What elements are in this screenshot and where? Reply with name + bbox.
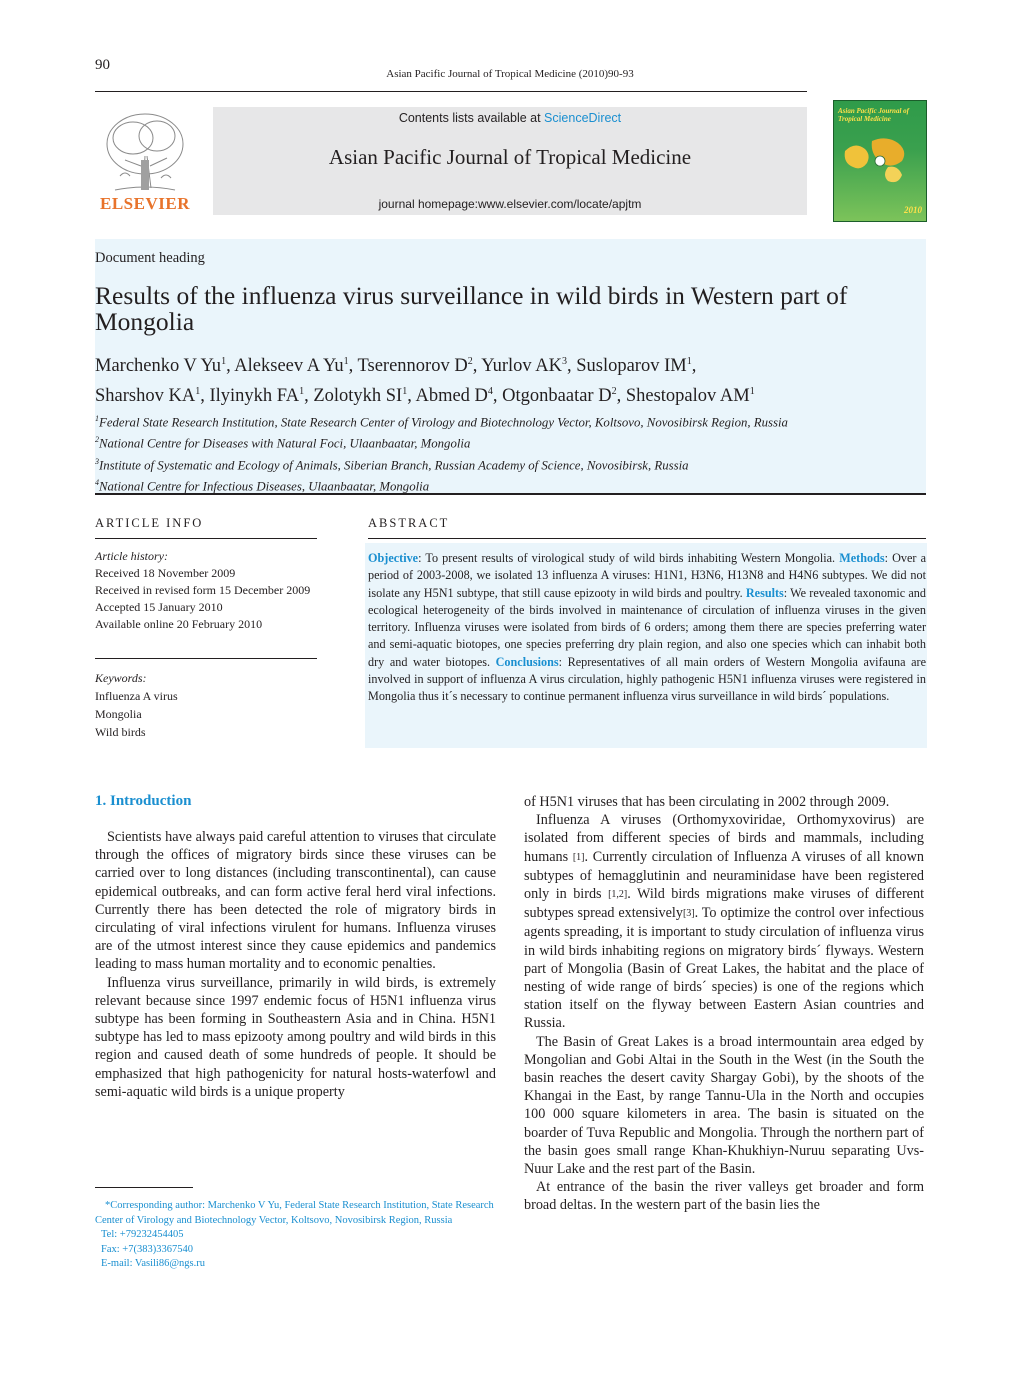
article-info-rule <box>95 538 317 539</box>
abstract-text <box>368 550 926 706</box>
affiliation-list <box>95 410 925 495</box>
sciencedirect-link[interactable]: ScienceDirect <box>544 111 622 125</box>
conclusions-label: Conclusions <box>495 654 559 669</box>
keywords-rule <box>95 658 317 659</box>
elsevier-wordmark: ELSEVIER <box>100 194 190 213</box>
methods-label: Methods <box>839 551 885 565</box>
body-column-left <box>95 828 496 1101</box>
header-rule <box>95 91 807 92</box>
intro-paragraph-continued: of H5N1 viruses that has been circulating in 2002 through 2009. <box>524 794 890 810</box>
contents-prefix: Contents lists available at <box>398 111 545 125</box>
history-online: Available online 20 February 2010 <box>95 617 263 631</box>
cover-world-map <box>840 131 920 191</box>
body-column-right <box>524 793 924 1215</box>
footnote-corresponding: *Corresponding author: Marchenko V Yu, Federal State Research Institution, State Research Center of Virology and Biotechnology Vector, Koltsovo, Novosibirsk Region, Russia <box>95 1200 494 1226</box>
intro-paragraph: The Basin of Great Lakes is a broad intermountain area edged by Mongolian and Gobi Altai in the South in the West (in the South the basin reaches the desert cavity Shargay Gobi), by the shoots of the Khangai in the East, by range Tannu-Ula in the North and occupies 100 000 square kilometers in area. The basin is situated on the boarder of Tuva Republic and Mongolia. Through the northern part of the basin goes small range Khan-Khukhiyn-Nuruu separating Uvs-Nuur Lake and the rest part of the Basin. <box>524 1033 924 1178</box>
affiliation-item <box>95 431 925 452</box>
author-separator: , <box>616 386 626 407</box>
author-name: Otgonbaatar D <box>502 386 612 407</box>
affiliation-text: Institute of Systematic and Ecology of Animals, Siberian Branch, Russian Academy of Science, Novosibirsk, Russia <box>99 457 689 472</box>
author-affiliation-mark: 4 <box>487 386 493 398</box>
methods-text: : Over a period of 2003-2008, we isolated 13 influenza A viruses: H1N1, H3N6, H13N8 and H4N6 subtypes. We did not isolate any H5N1 subtype, that still cause epizooty in wild birds and poultry. <box>368 551 926 600</box>
author-affiliation-mark: 1 <box>343 356 349 367</box>
results-text: : We revealed taxonomic and ecological heterogeneity of the birds involved in maintenance of circulation of influenza viruses in the given territory. Influenza viruses were isolated from birds of 6 orders; among them there are species preferring water and semi-aquatic biotopes, one species preferring dry plain region, and also one species which can inhabit both dry and water biotopes. <box>368 585 926 669</box>
paragraph-text: . Wild birds migrations make viruses of different subtypes spread extensively <box>524 886 925 922</box>
intro-paragraph <box>524 811 924 1032</box>
article-info-heading: ARTICLE INFO <box>95 516 204 530</box>
author-affiliation-mark: 1 <box>686 356 692 367</box>
cover-year: 2010 <box>904 205 922 215</box>
history-revised: Received in revised form 15 December 2009 <box>95 583 311 597</box>
contents-line <box>213 111 807 125</box>
intro-paragraph: Scientists have always paid careful attention to viruses that circulate through the offices of migratory birds since these viruses can be carried over to long distances (including transcontinental), can cause epidemical outbreaks, and can form active feral herd viral infections. Currently there has been detected the role of migratory birds in circulating of viral infections virulent for humans. Influenza viruses are of the utmost interest since they cause epidemics and pandemics leading to mass human mortality and to economic penalties. <box>95 829 496 973</box>
journal-cover-image <box>833 100 927 222</box>
page-number: 90 <box>95 57 110 73</box>
author-name: Ilyinykh FA <box>209 386 300 407</box>
affiliation-text: National Centre for Infectious Diseases, Ulaanbaatar, Mongolia <box>99 479 430 494</box>
corresponding-author-footnote <box>95 1199 497 1272</box>
author-separator: , <box>472 356 482 377</box>
author-name: Susloparov IM <box>576 356 687 377</box>
introduction-heading: 1. Introduction <box>95 793 192 809</box>
author-name: Alekseev A Yu <box>234 356 344 377</box>
objective-text: : To present results of virological study of wild birds inhabiting Western Mongolia. <box>418 551 836 565</box>
author-name: Yurlov AK <box>481 356 562 377</box>
author-name: Abmed D <box>415 386 488 407</box>
author-name: Zolotykh SI <box>313 386 403 407</box>
objective-label: Objective <box>368 551 419 565</box>
author-affiliation-mark: 1 <box>221 356 227 367</box>
author-separator: , <box>304 386 314 407</box>
abstract-rule <box>368 538 926 539</box>
history-title: Article history: <box>95 549 168 563</box>
running-head: Asian Pacific Journal of Tropical Medicine (2010)90-93 <box>386 68 634 80</box>
abstract-heading: ABSTRACT <box>368 516 450 530</box>
author-affiliation-mark: 2 <box>467 356 473 367</box>
affiliation-item <box>95 410 925 431</box>
intro-paragraph: Influenza virus surveillance, primarily in wild birds, is extremely relevant because since 1997 endemic focus of H5N1 influenza virus subtype has been forming in Southeastern Asia and in China. H5N1 subtype has led to mass epizooty among poultry and wild birds in this region and caused death of some hundreds of people. It should be emphasized that high pathogenicity for natural hosts-waterfowl and semi-aquatic wild birds is a unique property <box>95 974 496 1100</box>
keywords-title: Keywords: <box>95 671 147 685</box>
author-separator: , <box>566 356 577 377</box>
document-heading: Document heading <box>95 250 205 266</box>
keyword-item: Wild birds <box>95 725 146 739</box>
author-separator: , <box>200 386 210 407</box>
paragraph-text: . Currently circulation of Influenza A viruses of all known subtypes of hemagglutinin and neuraminidase have been registered only in birds <box>524 848 924 903</box>
affiliation-number: 1 <box>95 414 99 423</box>
author-affiliation-mark: 1 <box>299 386 305 398</box>
history-accepted: Accepted 15 January 2010 <box>95 600 223 614</box>
footnote-fax: Fax: +7(383)3367540 <box>101 1243 193 1255</box>
affiliation-number: 4 <box>95 477 99 487</box>
title-block-rule <box>95 493 926 495</box>
intro-paragraph: At entrance of the basin the river valleys get broader and form broad deltas. In the western part of the basin lies the <box>524 1179 924 1214</box>
article-title: Results of the influenza virus surveillance in wild birds in Western part of Mongolia <box>95 281 848 336</box>
keyword-item: Influenza A virus <box>95 689 178 703</box>
author-name: Shestopalov AM <box>625 386 750 407</box>
author-name: Sharshov KA <box>95 386 196 407</box>
citation-link[interactable]: [1,2] <box>608 889 628 901</box>
affiliation-number: 2 <box>95 435 99 445</box>
keywords <box>95 669 325 741</box>
author-separator: , <box>226 356 235 377</box>
article-history <box>95 548 325 633</box>
citation-link[interactable]: [3] <box>682 908 695 920</box>
author-affiliation-mark: 1 <box>749 386 755 398</box>
author-affiliation-mark: 1 <box>195 386 201 398</box>
author-name: Tserennorov D <box>357 356 468 377</box>
affiliation-number: 3 <box>95 456 99 466</box>
citation-link[interactable]: [1] <box>572 851 585 863</box>
author-separator: , <box>407 386 416 407</box>
keyword-item: Mongolia <box>95 707 142 721</box>
paragraph-text: . To optimize the control over infectious agents spreading, it is important to study circulation of influenza virus in wild birds inhabiting regions on migratory birds´ flyways. Western part of Mongolia (Basin of Great Lakes, the habitat and the place of nesting of wide range of birds´ species) is one of the regions which station itself on the flyway between Eastern Asian countries and Russia. <box>524 905 924 1032</box>
journal-homepage-link[interactable]: journal homepage:www.elsevier.com/locate/apjtm <box>378 197 642 211</box>
paragraph-text: Influenza A viruses (Orthomyxoviridae, Orthomyxovirus) are isolated from different species of birds and mammals, including humans <box>524 812 924 865</box>
author-name: Marchenko V Yu <box>95 356 222 377</box>
footnote-rule <box>95 1187 193 1188</box>
affiliation-text: National Centre for Diseases with Natural Foci, Ulaanbaatar, Mongolia <box>99 436 471 451</box>
conclusions-text: : Representatives of all main orders of Western Mongolia avifauna are involved in support of influenza A virus circulation, highly pathogenic H5N1 influenza viruses were registered in Mongolia thus it´s necessary to continue permanent influenza virus surveillance in wild birds´ populations. <box>368 654 926 704</box>
affiliation-item <box>95 453 925 474</box>
author-separator: , <box>492 386 503 407</box>
cover-title: Asian Pacific Journal of Tropical Medicine <box>838 107 909 123</box>
affiliation-item <box>95 474 925 495</box>
footnote-email[interactable]: E-mail: Vasili86@ngs.ru <box>101 1258 205 1269</box>
author-separator: , <box>348 356 358 377</box>
author-list <box>95 349 925 409</box>
footnote-tel: Tel: +79232454405 <box>101 1229 184 1240</box>
author-affiliation-mark: 1 <box>402 386 408 398</box>
results-label: Results <box>745 585 784 600</box>
author-affiliation-mark: 2 <box>611 386 617 398</box>
history-received: Received 18 November 2009 <box>95 566 236 580</box>
journal-name: Asian Pacific Journal of Tropical Medicine <box>328 145 692 169</box>
author-affiliation-mark: 3 <box>561 356 567 367</box>
author-separator: , <box>691 356 697 377</box>
affiliation-text: Federal State Research Institution, State Research Center of Virology and Biotechnology Vector, Koltsovo, Novosibirsk Region, Russia <box>99 415 788 430</box>
